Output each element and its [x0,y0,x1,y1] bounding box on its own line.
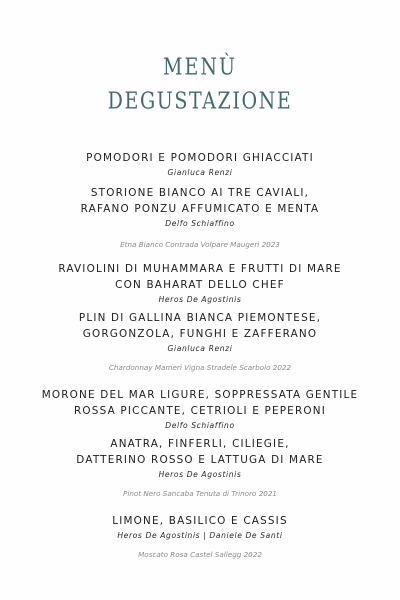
course-item [0,310,400,354]
course-item [0,387,400,431]
dish-name: LIMONE, BASILICO E CASSIS [112,515,288,527]
menu-title: MENÙ [163,53,237,81]
dish-name: RAVIOLINI DI MUHAMMARA E FRUTTI DI MARE [58,263,342,275]
dish-name: RAFANO PONZU AFFUMICATO E MENTA [80,203,320,215]
dish-name: MORONE DEL MAR LIGURE, SOPPRESSATA GENTILE [41,389,359,401]
chef-name: Gianluca Renzi [167,344,233,353]
wine-pairing: Chardonnay Mamerì Vigna Stradele Scarbolo 2022 [108,363,292,372]
course-item [0,150,400,178]
chef-name: Heros De Agostinis [158,470,242,479]
course-item [0,436,400,480]
wine-pairing: Pinot Nero Sancaba Tenuta di Trinoro 2021 [122,489,277,498]
dish-name: ROSSA PICCANTE, CETRIOLI E PEPERONI [74,405,326,417]
chef-name: Heros De Agostinis | Daniele De Santi [117,531,283,540]
dish-name: DATTERINO ROSSO E LATTUGA DI MARE [76,454,324,466]
chef-name: Heros De Agostinis [158,295,242,304]
chef-name: Gianluca Renzi [167,168,233,177]
dish-name: CON BAHARAT DELLO CHEF [115,279,285,291]
course-item [0,185,400,229]
chef-name: Delfo Schiaffino [165,421,235,430]
dish-name: PLIN DI GALLINA BIANCA PIEMONTESE, [78,312,322,324]
wine-pairing: Etna Bianco Contrada Volpare Maugeri 2023 [120,240,280,249]
chef-name: Delfo Schiaffino [165,219,235,228]
dish-name: STORIONE BIANCO AI TRE CAVIALI, [90,187,310,199]
menu-subtitle: DEGUSTAZIONE [107,87,293,115]
wine-pairing: Moscato Rosa Castel Sallegg 2022 [138,550,262,559]
course-item [0,513,400,541]
dish-name: ANATRA, FINFERLI, CILIEGIE, [110,438,290,450]
course-item [0,261,400,305]
dish-name: POMODORI E POMODORI GHIACCIATI [86,152,314,164]
dish-name: GORGONZOLA, FUNGHI E ZAFFERANO [82,328,318,340]
